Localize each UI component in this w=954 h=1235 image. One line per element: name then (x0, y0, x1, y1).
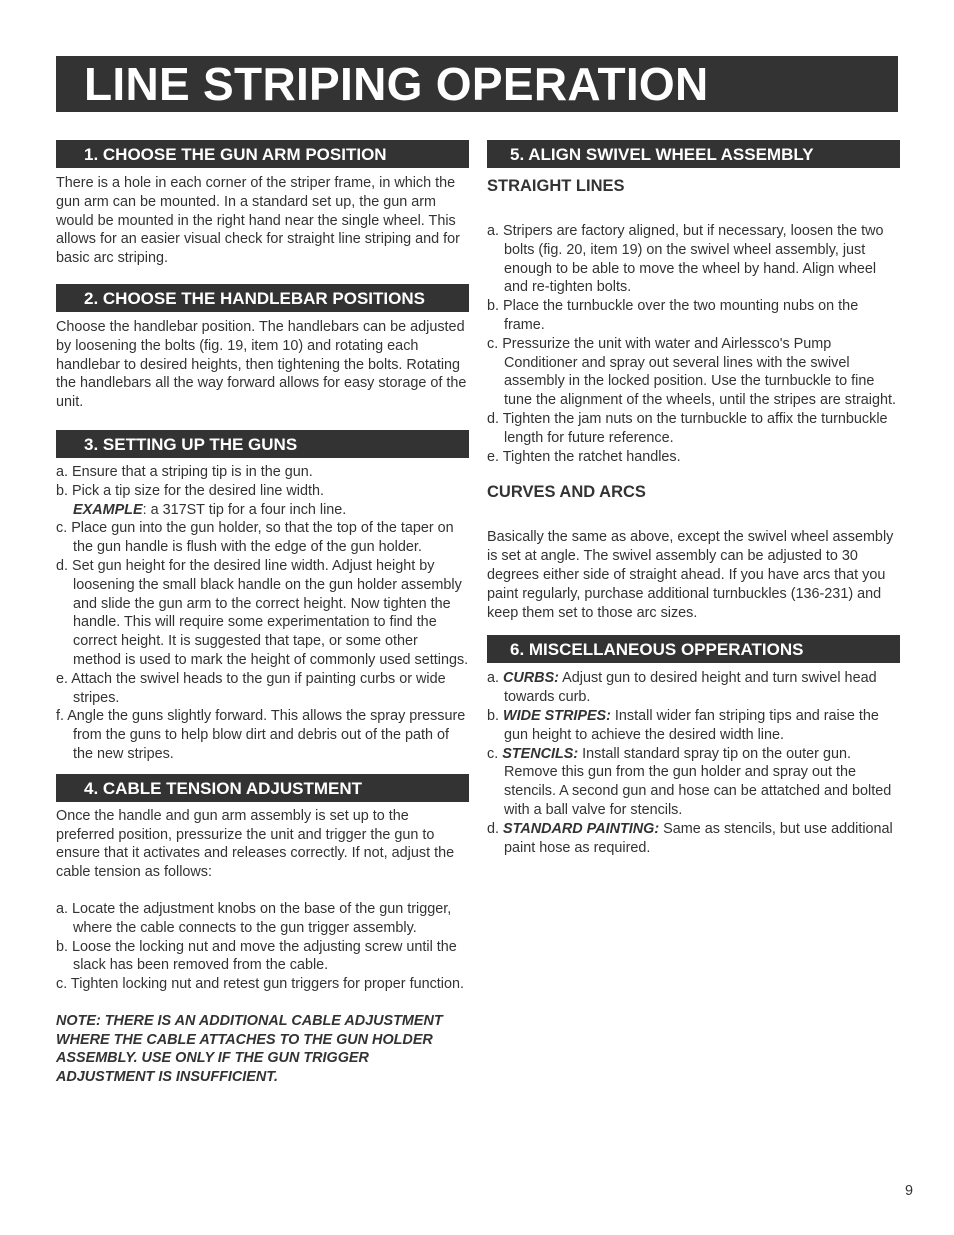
curves-arcs-heading: CURVES AND ARCS (487, 483, 646, 502)
page-number: 9 (905, 1183, 914, 1199)
right-column (487, 140, 900, 857)
item-letter: a. (487, 670, 503, 687)
item-letter: d. (487, 820, 503, 837)
section-6-heading: 6. MISCELLANEOUS OPPERATIONS (487, 635, 900, 663)
list-item: a. Stripers are factory aligned, but if necessary, loosen the two bolts (fig. 20, item 19) on the swivel wheel assembly, just enough to be able to move the wheel by hand. Align wheel and re-tighten bolts. (487, 223, 884, 296)
section-4-list (56, 900, 469, 994)
page-title: LINE STRIPING OPERATION (84, 58, 709, 110)
item-text: Same as stencils, but use additional paint hose as required. (504, 820, 893, 856)
item-text: Install standard spray tip on the outer gun. Remove this gun from the gun holder and spray out the stencils. A second gun and hose can be attatched and bolted with a ball valve for stencils. (504, 745, 892, 818)
section-2-heading: 2. CHOOSE THE HANDLEBAR POSITIONS (56, 284, 469, 312)
list-item-text: b. Pick a tip size for the desired line width. (56, 482, 324, 499)
item-letter: b. (487, 707, 503, 724)
example-label: EXAMPLE (73, 501, 143, 518)
item-label: WIDE STRIPES: (503, 707, 611, 724)
item-text: Adjust gun to desired height and turn swivel head towards curb. (504, 670, 877, 706)
list-item: d. Set gun height for the desired line width. Adjust height by loosening the small black handle on the gun holder assembly and slide the gun arm to the correct height. Now tighten the handle. This will require some experimentation to find the correct height. It is suggested that tape, or some other method is used to mark the height of commonly used settings. (56, 557, 469, 668)
list-item (487, 745, 900, 820)
list-item (56, 482, 469, 520)
item-text: Install wider fan striping tips and raise the gun height to achieve the desired width line. (504, 707, 879, 743)
list-item: b. Loose the locking nut and move the adjusting screw until the slack has been removed from the cable. (56, 938, 457, 974)
section-2-body: Choose the handlebar position. The handlebars can be adjusted by loosening the bolts (fig. 19, item 10) and rotating each handlebar to desired heights, then tightening the bolts. Rotating the handlebars all the way forward allows for easy storage of the unit. (56, 318, 467, 411)
example-text: : a 317ST tip for a four inch line. (142, 501, 347, 518)
straight-lines-list (487, 222, 900, 466)
item-label: STANDARD PAINTING: (503, 820, 660, 837)
section-3-heading: 3. SETTING UP THE GUNS (56, 430, 469, 458)
list-item: f. Angle the guns slightly forward. This allows the spray pressure from the guns to help blow dirt and debris out of the path of the new stripes. (56, 708, 466, 762)
list-item: c. Pressurize the unit with water and Airlessco's Pump Conditioner and spray out several lines with the swivel assembly in the locked position. Use the turnbuckle to fine tune the alignment of the wheels, until the stripes are straight. (487, 335, 896, 409)
list-item: c. Place gun into the gun holder, so that the top of the taper on the gun handle is flush with the edge of the gun holder. (56, 520, 454, 556)
list-item: c. Tighten locking nut and retest gun triggers for proper function. (56, 976, 464, 993)
list-item: d. Tighten the jam nuts on the turnbuckle to affix the turnbuckle length for future reference. (487, 410, 888, 446)
section-1-body: There is a hole in each corner of the striper frame, in which the gun arm can be mounted. In a standard set up, the gun arm would be mounted in the right hand near the single wheel. This allows for an easier visual check for straight line striping and for basic arc striping. (56, 175, 460, 267)
page-title-bar (56, 56, 898, 112)
item-label: STENCILS: (502, 745, 579, 762)
section-1-heading: 1. CHOOSE THE GUN ARM POSITION (56, 140, 469, 168)
section-4-body: Once the handle and gun arm assembly is set up to the preferred position, pressurize the unit and trigger the gun to ensure that it activates and releases correctly. If not, adjust the cable tension as follows: (56, 807, 455, 881)
item-label: CURBS: (503, 670, 559, 687)
list-item: e. Attach the swivel heads to the gun if painting curbs or wide stripes. (56, 670, 446, 706)
section-3-list (56, 463, 469, 764)
list-item: e. Tighten the ratchet handles. (487, 448, 681, 465)
list-item (487, 707, 900, 745)
left-column (56, 140, 469, 1087)
list-item: a. Ensure that a striping tip is in the gun. (56, 463, 313, 480)
straight-lines-heading: STRAIGHT LINES (487, 177, 625, 195)
item-letter: c. (487, 745, 503, 762)
curves-arcs-body: Basically the same as above, except the swivel wheel assembly is set at angle. The swivel assembly can be adjusted to 30 degrees either side of straight ahead. If you have arcs that you paint regularly, purchase additional turnbuckles (136-231) and keep them set to those arc sizes. (487, 529, 894, 621)
list-item: b. Place the turnbuckle over the two mounting nubs on the frame. (487, 298, 859, 333)
section-6-list (487, 669, 900, 857)
list-item (487, 669, 900, 707)
list-item (487, 820, 900, 858)
section-4-heading: 4. CABLE TENSION ADJUSTMENT (56, 774, 469, 802)
list-item: a. Locate the adjustment knobs on the base of the gun trigger, where the cable connects to the gun trigger assembly. (56, 900, 452, 936)
section-5-heading: 5. ALIGN SWIVEL WHEEL ASSEMBLY (487, 140, 900, 168)
cable-note: NOTE: THERE IS AN ADDITIONAL CABLE ADJUSTMENT WHERE THE CABLE ATTACHES TO THE GUN HOLDER ASSEMBLY. USE ONLY IF THE GUN TRIGGER ADJUSTMENT IS INSUFFICIENT. (56, 1012, 443, 1086)
